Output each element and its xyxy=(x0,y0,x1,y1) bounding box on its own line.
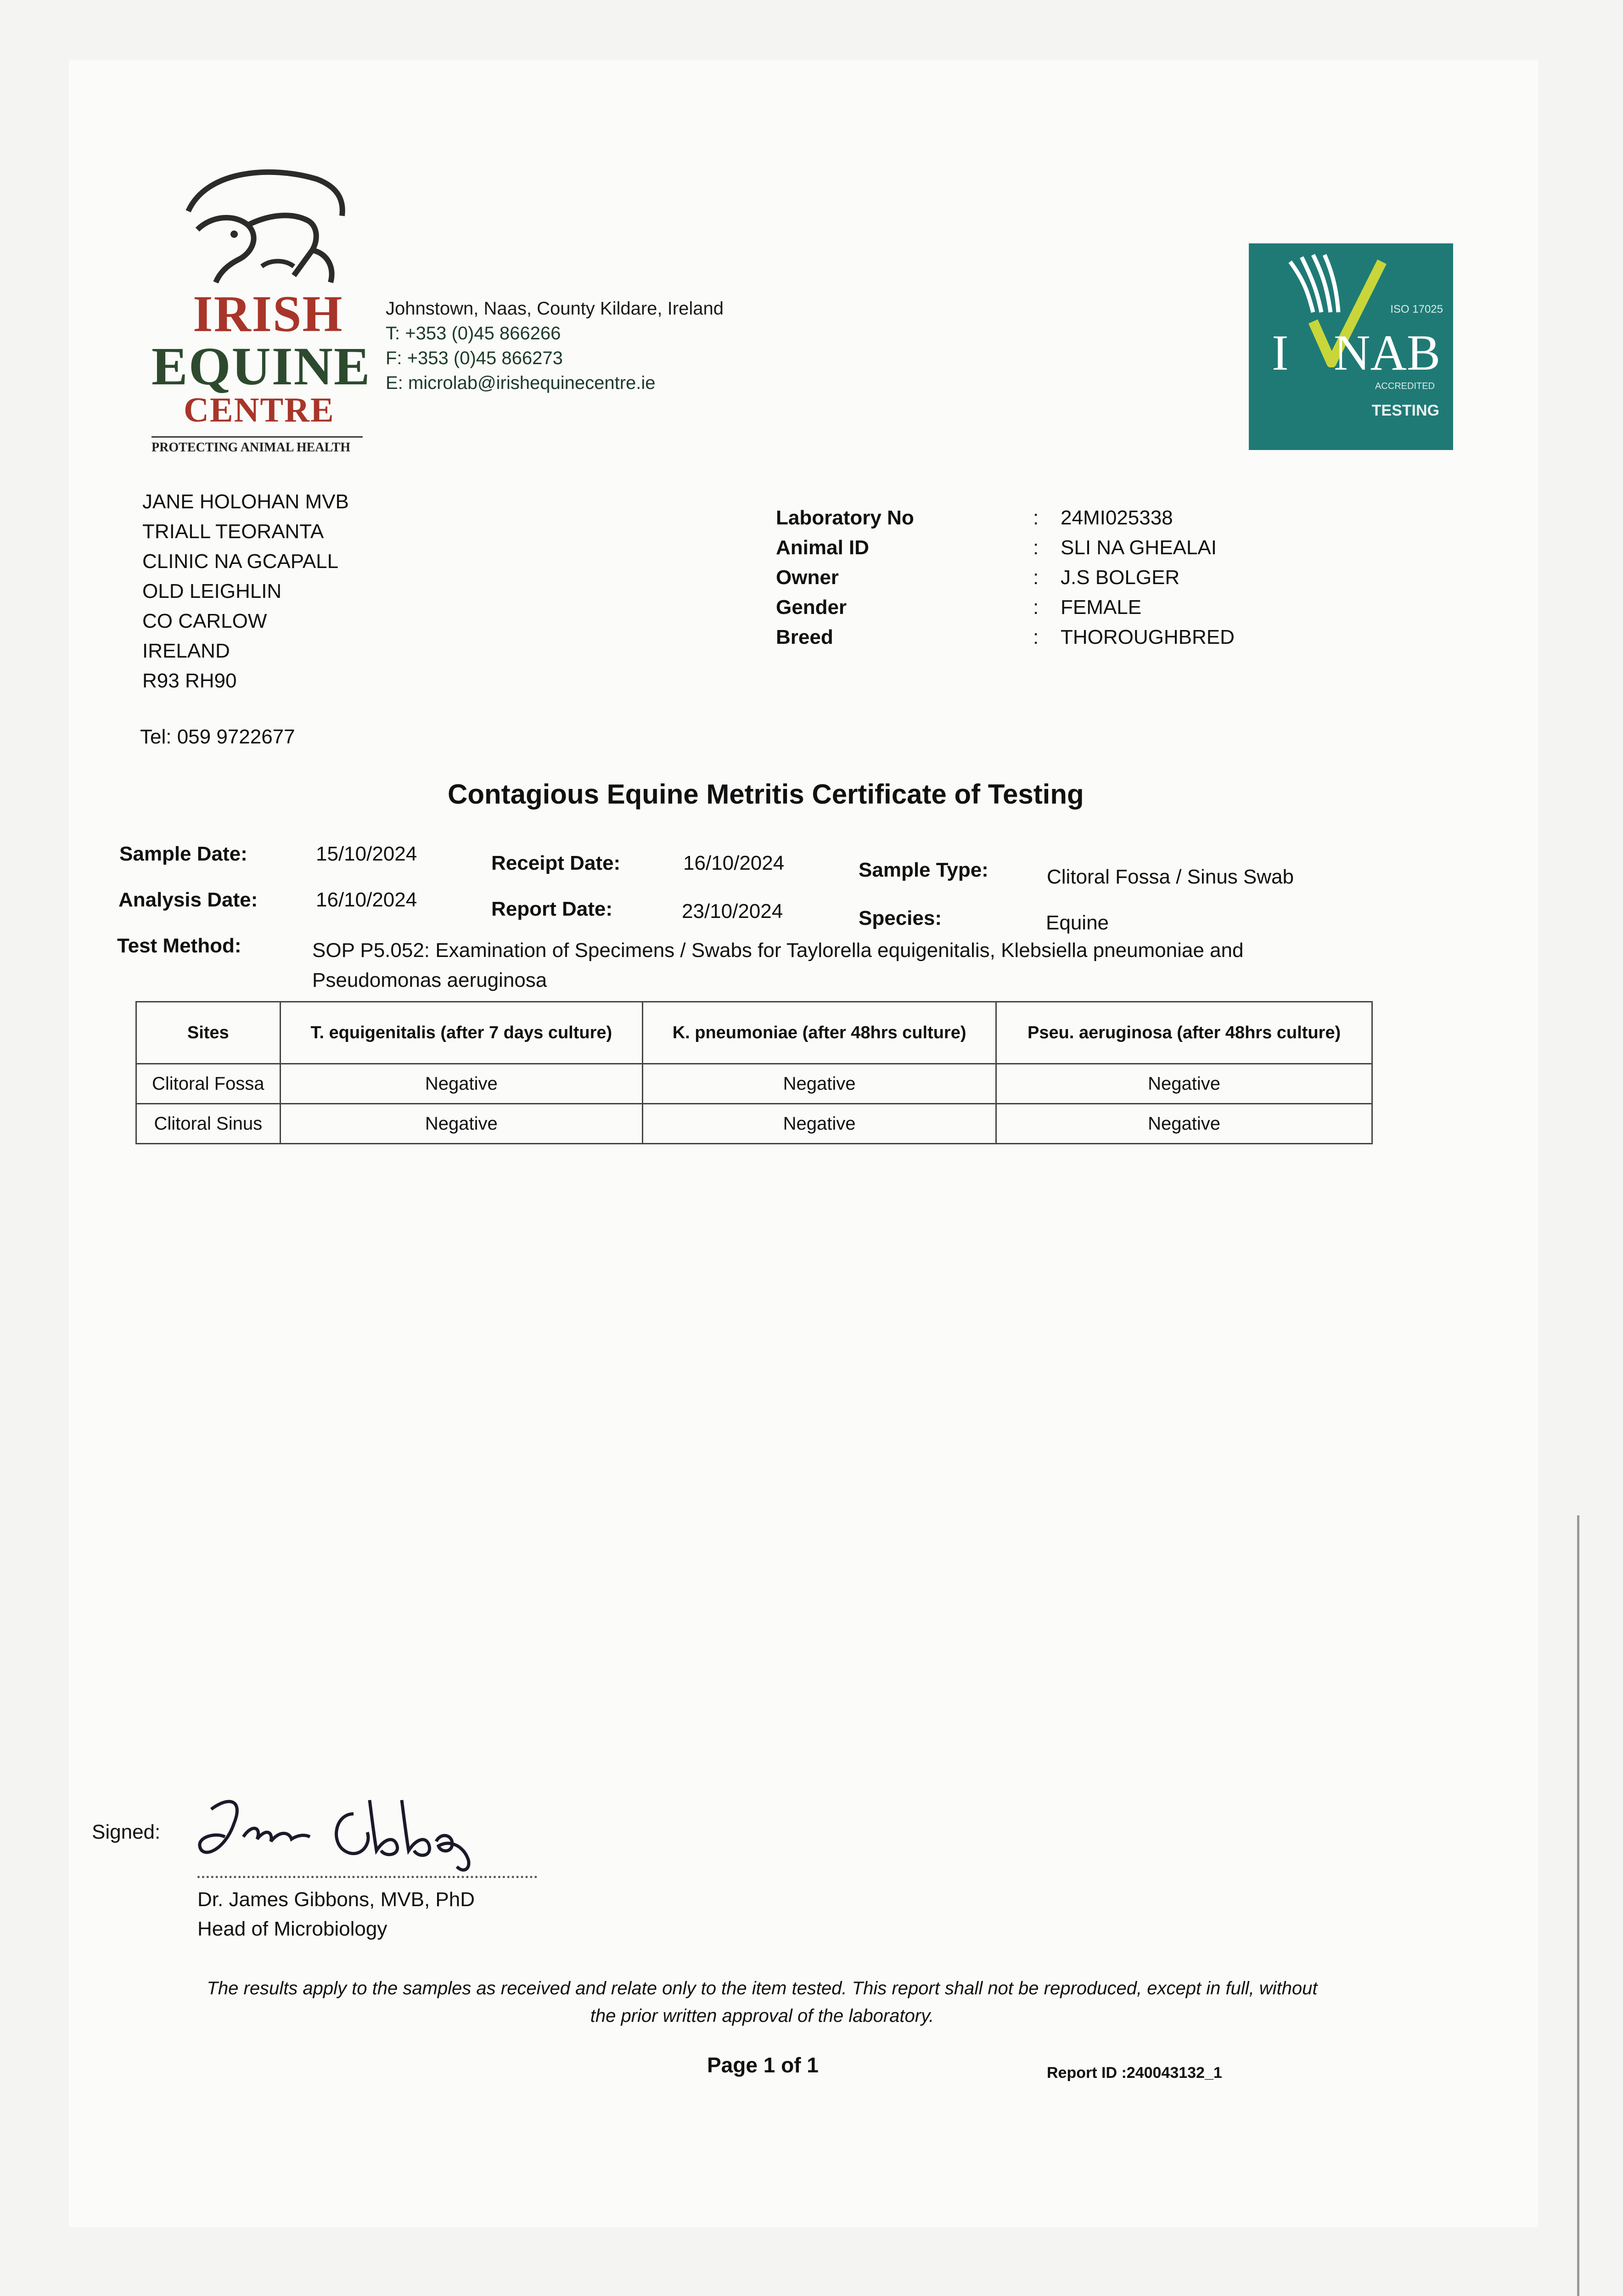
detail-label: Gender xyxy=(776,596,847,619)
inab-scope-text: DETAILED IN SCOPE REG NO 151T xyxy=(1284,434,1453,445)
sample-type-label: Sample Type: xyxy=(859,859,988,881)
detail-value: J.S BOLGER xyxy=(1061,566,1180,589)
address-line: TRIALL TEORANTA xyxy=(142,520,324,543)
sample-date-value: 15/10/2024 xyxy=(316,843,417,865)
inab-letter-i: I xyxy=(1272,325,1289,381)
species-value: Equine xyxy=(1046,912,1109,934)
lab-email: E: microlab@irishequinecentre.ie xyxy=(386,373,656,393)
signer-name: Dr. James Gibbons, MVB, PhD xyxy=(197,1888,475,1911)
signer-role: Head of Microbiology xyxy=(197,1918,387,1940)
lab-address: Johnstown, Naas, County Kildare, Ireland xyxy=(386,298,724,319)
detail-value: 24MI025338 xyxy=(1061,506,1173,529)
address-line: IRELAND xyxy=(142,640,230,662)
detail-value: FEMALE xyxy=(1061,596,1142,619)
receipt-date-value: 16/10/2024 xyxy=(683,852,785,874)
recipient-telephone: Tel: 059 9722677 xyxy=(140,726,295,748)
table-row xyxy=(136,1064,1372,1104)
result-cell: Negative xyxy=(280,1104,643,1144)
detail-colon: : xyxy=(1033,536,1039,559)
logo-word-equine: EQUINE xyxy=(152,336,371,396)
result-cell: Negative xyxy=(280,1064,643,1104)
results-table xyxy=(135,1001,1373,1144)
signature-dotted-line xyxy=(197,1876,537,1878)
horse-head-icon xyxy=(179,161,354,285)
sample-type-value: Clitoral Fossa / Sinus Swab xyxy=(1047,866,1294,888)
site-cell: Clitoral Sinus xyxy=(136,1104,281,1144)
detail-colon: : xyxy=(1033,566,1039,589)
handwritten-signature xyxy=(193,1782,491,1883)
result-cell: Negative xyxy=(643,1064,996,1104)
table-header-row xyxy=(136,1002,1372,1064)
certificate-title: Contagious Equine Metritis Certificate of Testing xyxy=(448,779,1084,810)
table-row xyxy=(136,1104,1372,1144)
site-cell: Clitoral Fossa xyxy=(136,1064,281,1104)
report-date-label: Report Date: xyxy=(491,898,613,920)
detail-label: Owner xyxy=(776,566,839,589)
detail-row-gender xyxy=(776,592,1235,622)
result-cell: Negative xyxy=(643,1104,996,1144)
column-header-k-pneumoniae: K. pneumoniae (after 48hrs culture) xyxy=(643,1002,996,1064)
report-date-value: 23/10/2024 xyxy=(682,900,783,923)
inab-accredited-text: ACCREDITED xyxy=(1375,381,1435,391)
address-line: CO CARLOW xyxy=(142,610,267,632)
lab-fax: F: +353 (0)45 866273 xyxy=(386,348,563,368)
sample-date-label: Sample Date: xyxy=(119,843,247,865)
address-line: R93 RH90 xyxy=(142,670,237,692)
test-method-line-1: SOP P5.052: Examination of Specimens / Swabs for Taylorella equigenitalis, Klebsiella pneumoniae and xyxy=(312,939,1244,962)
result-cell: Negative xyxy=(996,1104,1372,1144)
logo-word-irish: IRISH xyxy=(193,286,343,343)
address-line: JANE HOLOHAN MVB xyxy=(142,490,349,513)
detail-label: Laboratory No xyxy=(776,506,914,529)
test-method-line-2: Pseudomonas aeruginosa xyxy=(312,969,547,991)
analysis-date-label: Analysis Date: xyxy=(118,889,258,911)
report-id: Report ID :240043132_1 xyxy=(1047,2064,1222,2082)
irish-equine-centre-logo xyxy=(152,161,371,455)
detail-colon: : xyxy=(1033,596,1039,619)
detail-row-laboratory-no xyxy=(776,503,1235,533)
detail-colon: : xyxy=(1033,506,1039,529)
column-header-sites: Sites xyxy=(136,1002,281,1064)
species-label: Species: xyxy=(859,907,942,929)
column-header-pseu-aeruginosa: Pseu. aeruginosa (after 48hrs culture) xyxy=(996,1002,1372,1064)
detail-colon: : xyxy=(1033,626,1039,648)
analysis-date-value: 16/10/2024 xyxy=(316,889,417,911)
result-cell: Negative xyxy=(996,1064,1372,1104)
detail-value: THOROUGHBRED xyxy=(1061,626,1235,648)
lab-phone: T: +353 (0)45 866266 xyxy=(386,323,561,343)
detail-value: SLI NA GHEALAI xyxy=(1061,536,1217,559)
logo-tagline: PROTECTING ANIMAL HEALTH xyxy=(152,436,363,455)
detail-label: Breed xyxy=(776,626,833,648)
disclaimer-line-2: the prior written approval of the laboratory. xyxy=(590,2006,934,2026)
recipient-address xyxy=(142,487,349,696)
signed-label: Signed: xyxy=(92,1821,161,1843)
receipt-date-label: Receipt Date: xyxy=(491,852,621,874)
test-method-label: Test Method: xyxy=(117,934,241,957)
inab-iso-text: ISO 17025 xyxy=(1390,303,1443,315)
address-line: CLINIC NA GCAPALL xyxy=(142,550,339,573)
inab-letters-nab: NAB xyxy=(1334,325,1441,381)
sample-details xyxy=(776,503,1235,652)
lab-contact-block xyxy=(386,296,724,395)
inab-accreditation-badge xyxy=(1249,243,1453,450)
detail-row-owner xyxy=(776,563,1235,592)
disclaimer xyxy=(156,1975,1368,2030)
detail-label: Animal ID xyxy=(776,536,869,559)
detail-row-breed xyxy=(776,622,1235,652)
column-header-t-equigenitalis: T. equigenitalis (after 7 days culture) xyxy=(280,1002,643,1064)
address-line: OLD LEIGHLIN xyxy=(142,580,282,602)
detail-row-animal-id xyxy=(776,533,1235,563)
signer-block xyxy=(197,1885,475,1944)
disclaimer-line-1: The results apply to the samples as received and relate only to the item tested. This report shall not be reproduced, except in full, without xyxy=(207,1978,1318,1998)
logo-word-centre: CENTRE xyxy=(184,391,335,429)
inab-testing-text: TESTING xyxy=(1371,402,1439,419)
page-number: Page 1 of 1 xyxy=(707,2053,819,2077)
scan-edge-line xyxy=(1577,1515,1579,2296)
